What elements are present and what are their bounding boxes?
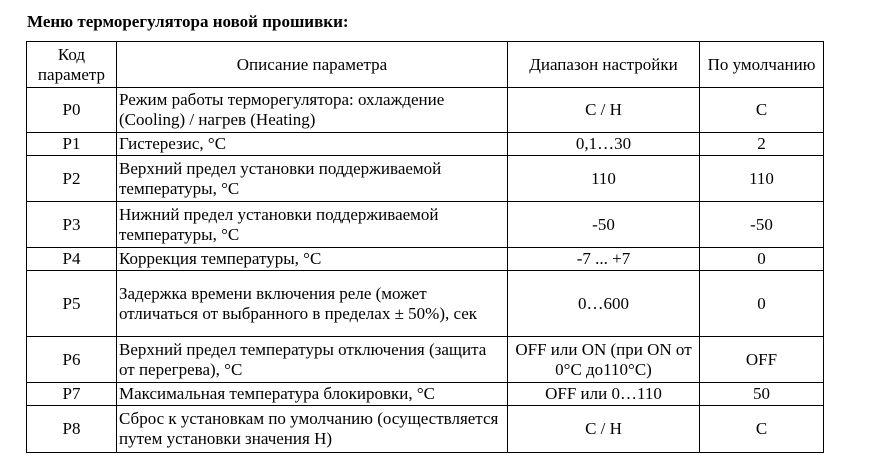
param-default: C — [700, 406, 824, 453]
param-range: C / H — [508, 88, 700, 133]
param-code: P6 — [27, 337, 117, 383]
param-code: P2 — [27, 156, 117, 202]
param-range: C / H — [508, 406, 700, 453]
param-default: 2 — [700, 133, 824, 156]
param-description: Сброс к установкам по умолчанию (осуществляется путем установки значения H) — [117, 406, 508, 453]
param-default: 110 — [700, 156, 824, 202]
param-default: -50 — [700, 202, 824, 248]
page-title: Меню терморегулятора новой прошивки: — [27, 12, 349, 31]
table-row — [27, 202, 824, 248]
table-header-row — [27, 42, 824, 88]
param-code: P4 — [27, 248, 117, 271]
param-description: Верхний предел установки поддерживаемой температуры, °C — [117, 156, 508, 202]
param-code: P5 — [27, 271, 117, 337]
param-code: P0 — [27, 88, 117, 133]
table-row — [27, 337, 824, 383]
param-description: Режим работы терморегулятора: охлаждение (Cooling) / нагрев (Heating) — [117, 88, 508, 133]
param-default: C — [700, 88, 824, 133]
param-description: Коррекция температуры, °C — [117, 248, 508, 271]
table-row — [27, 406, 824, 453]
param-default: 0 — [700, 248, 824, 271]
table-row — [27, 383, 824, 406]
param-description: Гистерезис, °C — [117, 133, 508, 156]
header-range: Диапазон настройки — [508, 42, 700, 88]
param-code: P7 — [27, 383, 117, 406]
param-range: -7 ... +7 — [508, 248, 700, 271]
param-default: 50 — [700, 383, 824, 406]
param-description: Максимальная температура блокировки, °C — [117, 383, 508, 406]
param-default: OFF — [700, 337, 824, 383]
param-description: Нижний предел установки поддерживаемой температуры, °C — [117, 202, 508, 248]
parameter-table — [26, 41, 824, 453]
param-default: 0 — [700, 271, 824, 337]
header-code: Код параметр — [27, 42, 117, 88]
header-default: По умолчанию — [700, 42, 824, 88]
table-row — [27, 88, 824, 133]
param-range: 0,1…30 — [508, 133, 700, 156]
param-code: P3 — [27, 202, 117, 248]
table-row — [27, 248, 824, 271]
table-row — [27, 156, 824, 202]
param-description: Задержка времени включения реле (может отличаться от выбранного в пределах ± 50%), сек — [117, 271, 508, 337]
table-row — [27, 271, 824, 337]
param-range: OFF или 0…110 — [508, 383, 700, 406]
param-range: OFF или ON (при ON от 0°C до110°C) — [508, 337, 700, 383]
param-range: 0…600 — [508, 271, 700, 337]
param-description: Верхний предел температуры отключения (защита от перегрева), °C — [117, 337, 508, 383]
table-row — [27, 133, 824, 156]
param-code: P8 — [27, 406, 117, 453]
param-range: 110 — [508, 156, 700, 202]
header-description: Описание параметра — [117, 42, 508, 88]
param-code: P1 — [27, 133, 117, 156]
param-range: -50 — [508, 202, 700, 248]
